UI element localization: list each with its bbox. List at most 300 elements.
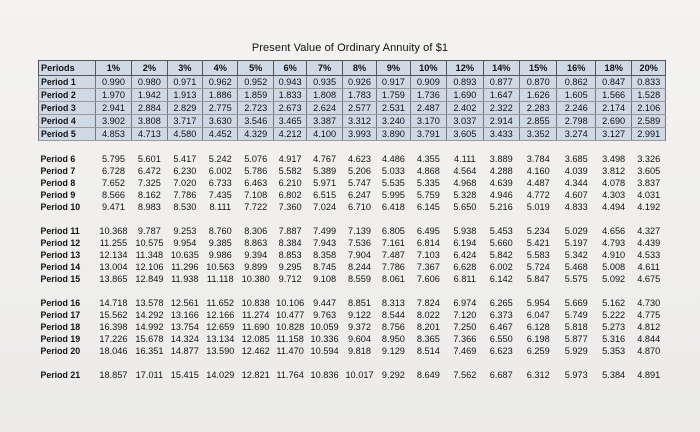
table-cell: 8.649 (416, 370, 440, 380)
table-cell: 1.970 (95, 89, 131, 102)
period-label: Period 13 (40, 250, 81, 260)
annuity-table (38, 60, 666, 381)
rate-header: 8% (342, 61, 376, 76)
table-cell: 11.296 (171, 262, 199, 272)
table-cell: 6.145 (416, 202, 440, 212)
period-label: Period 19 (40, 334, 81, 344)
table-cell: 6.128 (526, 322, 550, 332)
table-cell: 4.192 (637, 202, 661, 212)
table-cell: 9.986 (208, 250, 232, 260)
table-cell: 4.968 (453, 178, 477, 188)
table-cell: 5.417 (173, 154, 197, 164)
table-cell: 5.384 (602, 370, 626, 380)
table-cell: 7.020 (173, 178, 197, 188)
table-cell: 8.851 (348, 298, 371, 308)
table-cell: 8.022 (416, 310, 440, 320)
table-cell: 4.078 (602, 178, 626, 188)
period-label: Period 21 (40, 370, 81, 380)
period-label: Period 20 (40, 346, 81, 356)
table-cell: 2.174 (595, 102, 631, 115)
table-cell: 4.533 (637, 250, 661, 260)
table-cell: 4.870 (637, 346, 661, 356)
table-cell: 5.076 (244, 154, 268, 164)
table-cell: 9.899 (244, 262, 268, 272)
table-cell: 7.487 (381, 250, 405, 260)
table-cell: 14.324 (170, 334, 199, 344)
table-cell: 4.730 (637, 298, 661, 308)
table-cell: 3.387 (307, 115, 342, 128)
table-cell: 4.623 (348, 154, 371, 164)
period-label: Period 11 (40, 226, 80, 236)
table-cell: 6.550 (489, 334, 513, 344)
table-row (39, 89, 666, 102)
table-cell: 12.659 (206, 322, 235, 332)
group-spacer (39, 141, 666, 154)
table-cell: 6.623 (489, 346, 513, 356)
table-row (39, 297, 666, 309)
period-label: Period 14 (40, 262, 81, 272)
table-cell: 11.652 (206, 298, 234, 308)
table-cell: 4.946 (489, 190, 513, 200)
table-cell: 8.756 (381, 322, 405, 332)
table-cell: 12.166 (206, 310, 235, 320)
table-cell: 3.433 (483, 128, 519, 141)
period-label: Period 3 (39, 102, 96, 115)
table-cell: 3.312 (342, 115, 376, 128)
table-cell: 5.342 (564, 250, 588, 260)
table-cell: 8.853 (278, 250, 302, 260)
table-cell: 3.240 (377, 115, 410, 128)
table-row (39, 102, 666, 115)
table-cell: 7.469 (453, 346, 477, 356)
table-cell: 0.877 (483, 76, 519, 89)
table-cell: 8.384 (278, 238, 302, 248)
table-cell: 1.690 (447, 89, 483, 102)
table-cell: 9.447 (313, 298, 337, 308)
table-cell: 9.372 (348, 322, 371, 332)
table-cell: 8.244 (348, 262, 371, 272)
table-cell: 7.103 (416, 250, 440, 260)
table-cell: 6.515 (313, 190, 337, 200)
table-cell: 0.971 (167, 76, 202, 89)
table-cell: 9.604 (348, 334, 371, 344)
table-cell: 4.160 (526, 166, 550, 176)
table-cell: 5.938 (453, 226, 477, 236)
rate-header: 1% (95, 61, 131, 76)
table-cell: 17.226 (99, 334, 128, 344)
table-cell: 5.216 (489, 202, 513, 212)
table-row (39, 261, 666, 273)
table-cell: 12.134 (99, 250, 128, 260)
table-cell: 10.477 (276, 310, 305, 320)
table-cell: 7.250 (453, 322, 477, 332)
table-cell: 10.594 (310, 346, 339, 356)
table-cell: 4.327 (637, 226, 661, 236)
table-cell: 14.718 (99, 298, 128, 308)
table-cell: 5.273 (602, 322, 626, 332)
table-cell: 16.398 (99, 322, 128, 332)
table-cell: 4.111 (454, 154, 476, 164)
table-cell: 9.394 (244, 250, 268, 260)
table-cell: 3.784 (526, 154, 550, 164)
table-cell: 7.606 (416, 274, 440, 284)
table-cell: 4.487 (526, 178, 550, 188)
table-cell: 5.971 (313, 178, 337, 188)
group-spacer (39, 357, 666, 369)
table-cell: 4.812 (637, 322, 661, 332)
period-label: Period 8 (40, 178, 76, 188)
table-cell: 5.033 (381, 166, 405, 176)
table-cell: 7.499 (313, 226, 337, 236)
table-cell: 9.787 (137, 226, 161, 236)
table-cell: 13.865 (99, 274, 128, 284)
table-cell: 4.564 (453, 166, 477, 176)
table-cell: 4.853 (95, 128, 131, 141)
table-cell: 14.992 (135, 322, 164, 332)
table-cell: 7.325 (137, 178, 161, 188)
table-cell: 8.566 (101, 190, 125, 200)
table-cell: 3.717 (167, 115, 202, 128)
period-label: Period 17 (40, 310, 81, 320)
table-cell: 5.206 (348, 166, 371, 176)
table-cell: 2.531 (377, 102, 410, 115)
table-cell: 2.487 (410, 102, 446, 115)
table-cell: 4.917 (278, 154, 302, 164)
table-cell: 1.759 (377, 89, 410, 102)
table-cell: 0.847 (595, 76, 631, 89)
table-cell: 10.380 (241, 274, 270, 284)
table-cell: 8.950 (381, 334, 405, 344)
table-cell: 0.952 (238, 76, 273, 89)
table-cell: 6.811 (453, 274, 476, 284)
table-cell: 2.106 (632, 102, 666, 115)
table-cell: 5.582 (278, 166, 302, 176)
table-cell: 4.607 (564, 190, 588, 200)
table-cell: 6.733 (208, 178, 232, 188)
table-cell: 1.859 (238, 89, 273, 102)
table-cell: 5.847 (526, 274, 550, 284)
table-cell: 1.833 (273, 89, 306, 102)
table-cell: 7.943 (313, 238, 337, 248)
table-cell: 5.749 (564, 310, 588, 320)
table-cell: 4.031 (637, 190, 661, 200)
table-title: Present Value of Ordinary Annuity of $1 (251, 42, 449, 54)
table-cell: 0.833 (632, 76, 666, 89)
table-cell: 5.029 (564, 226, 588, 236)
rate-header: 6% (273, 61, 306, 76)
table-cell: 11.470 (276, 346, 304, 356)
table-cell: 15.415 (170, 370, 199, 380)
table-cell: 18.857 (99, 370, 128, 380)
table-cell: 3.630 (203, 115, 238, 128)
table-cell: 8.559 (348, 274, 371, 284)
table-cell: 9.954 (173, 238, 197, 248)
table-cell: 5.786 (244, 166, 268, 176)
table-cell: 13.590 (206, 346, 235, 356)
rate-header: 3% (167, 61, 202, 76)
table-cell: 15.562 (99, 310, 128, 320)
table-cell: 8.111 (209, 202, 232, 212)
table-cell: 9.292 (381, 370, 405, 380)
period-label: Period 1 (39, 76, 96, 89)
table-cell: 10.336 (310, 334, 339, 344)
table-cell: 10.828 (276, 322, 305, 332)
table-cell: 9.129 (381, 346, 405, 356)
rate-header: 10% (410, 61, 446, 76)
table-cell: 7.536 (348, 238, 371, 248)
period-label: Period 9 (40, 190, 76, 200)
table-row (39, 309, 666, 321)
rate-header: 2% (132, 61, 167, 76)
table-cell: 3.889 (489, 154, 513, 164)
table-cell: 4.656 (602, 226, 626, 236)
table-cell: 12.849 (135, 274, 164, 284)
rate-header: 20% (632, 61, 666, 76)
table-cell: 7.786 (381, 262, 405, 272)
table-cell: 5.724 (526, 262, 550, 272)
table-cell: 11.158 (276, 334, 304, 344)
table-row (39, 321, 666, 333)
table-cell: 5.973 (564, 370, 588, 380)
table-cell: 14.292 (135, 310, 164, 320)
table-cell: 5.929 (564, 346, 588, 356)
table-cell: 10.563 (206, 262, 235, 272)
table-cell: 1.528 (632, 89, 666, 102)
table-cell: 2.798 (557, 115, 595, 128)
table-row (39, 225, 666, 237)
table-cell: 2.322 (483, 102, 519, 115)
table-cell: 8.162 (137, 190, 161, 200)
table-cell: 6.974 (453, 298, 477, 308)
header-row (39, 61, 666, 76)
table-cell: 7.366 (453, 334, 477, 344)
table-cell: 15.678 (135, 334, 164, 344)
table-cell: 0.990 (95, 76, 131, 89)
table-cell: 3.274 (557, 128, 595, 141)
table-cell: 5.583 (526, 250, 550, 260)
table-cell: 5.092 (602, 274, 626, 284)
table-cell: 4.611 (637, 262, 660, 272)
table-cell: 17.011 (135, 370, 164, 380)
table-cell: 0.862 (557, 76, 595, 89)
table-cell: 2.246 (557, 102, 595, 115)
table-cell: 13.754 (170, 322, 199, 332)
table-cell: 7.024 (313, 202, 337, 212)
table-cell: 5.468 (564, 262, 588, 272)
table-cell: 8.514 (416, 346, 440, 356)
table-cell: 5.316 (602, 334, 626, 344)
table-cell: 4.910 (602, 250, 626, 260)
table-cell: 5.389 (313, 166, 337, 176)
table-row (39, 189, 666, 201)
table-cell: 5.954 (526, 298, 550, 308)
table-row (39, 76, 666, 89)
table-cell: 3.902 (95, 115, 131, 128)
table-cell: 0.926 (342, 76, 376, 89)
table-cell: 16.351 (135, 346, 164, 356)
table-cell: 2.991 (632, 128, 666, 141)
table-cell: 12.085 (241, 334, 270, 344)
table-cell: 13.134 (206, 334, 235, 344)
table-cell: 4.494 (602, 202, 626, 212)
table-cell: 18.046 (99, 346, 128, 356)
table-cell: 1.942 (132, 89, 167, 102)
table-cell: 12.561 (170, 298, 199, 308)
table-cell: 3.498 (602, 154, 626, 164)
table-cell: 5.669 (564, 298, 588, 308)
table-cell: 11.274 (241, 310, 270, 320)
table-cell: 3.352 (520, 128, 557, 141)
table-row (39, 237, 666, 249)
table-cell: 6.710 (348, 202, 371, 212)
table-cell: 5.759 (416, 190, 440, 200)
table-cell: 6.628 (453, 262, 477, 272)
table-cell: 2.624 (307, 102, 342, 115)
table-cell: 13.578 (135, 298, 164, 308)
table-cell: 7.367 (416, 262, 440, 272)
table-cell: 4.355 (416, 154, 440, 164)
table-cell: 11.118 (206, 274, 234, 284)
table-cell: 3.890 (377, 128, 410, 141)
table-cell: 2.690 (595, 115, 631, 128)
table-cell: 5.162 (602, 298, 626, 308)
table-cell: 5.242 (208, 154, 232, 164)
table-cell: 8.306 (244, 226, 268, 236)
table-cell: 3.837 (637, 178, 661, 188)
table-cell: 3.605 (637, 166, 661, 176)
table-cell: 2.941 (95, 102, 131, 115)
table-cell: 4.639 (489, 178, 513, 188)
table-cell: 10.017 (345, 370, 374, 380)
table-cell: 9.818 (348, 346, 371, 356)
period-label: Period 5 (39, 128, 96, 141)
period-label: Period 7 (40, 166, 76, 176)
table-cell: 7.139 (348, 226, 371, 236)
table-cell: 4.772 (526, 190, 550, 200)
table-cell: 6.247 (348, 190, 371, 200)
table-cell: 2.884 (132, 102, 167, 115)
table-cell: 7.824 (416, 298, 440, 308)
table-cell: 7.161 (381, 238, 405, 248)
table-cell: 6.047 (526, 310, 550, 320)
table-cell: 6.142 (489, 274, 513, 284)
table-cell: 6.424 (453, 250, 477, 260)
table-cell: 4.288 (489, 166, 513, 176)
period-label: Period 6 (40, 154, 76, 164)
table-cell: 8.358 (313, 250, 337, 260)
table-cell: 5.818 (564, 322, 588, 332)
spacer-cell (39, 141, 666, 154)
table-cell: 12.106 (135, 262, 164, 272)
table-cell: 4.844 (637, 334, 661, 344)
table-cell: 6.312 (526, 370, 550, 380)
table-cell: 5.328 (453, 190, 477, 200)
table-cell: 4.868 (416, 166, 440, 176)
table-body (39, 76, 666, 382)
table-cell: 1.886 (203, 89, 238, 102)
table-cell: 11.938 (171, 274, 199, 284)
table-cell: 6.805 (381, 226, 405, 236)
table-cell: 6.495 (416, 226, 440, 236)
table-cell: 13.004 (99, 262, 128, 272)
table-cell: 4.344 (564, 178, 588, 188)
table-cell: 7.562 (453, 370, 477, 380)
periods-header: Periods (39, 61, 96, 76)
table-row (39, 177, 666, 189)
period-label: Period 12 (40, 238, 81, 248)
table-cell: 7.435 (208, 190, 232, 200)
table-cell: 9.763 (313, 310, 337, 320)
table-cell: 4.891 (637, 370, 661, 380)
table-cell: 2.775 (203, 102, 238, 115)
table-cell: 6.210 (278, 178, 302, 188)
table-cell: 9.108 (313, 274, 337, 284)
spacer-cell (39, 357, 666, 369)
table-cell: 7.786 (173, 190, 197, 200)
table-row (39, 165, 666, 177)
table-cell: 5.747 (348, 178, 371, 188)
table-row (39, 369, 666, 381)
table-cell: 4.486 (381, 154, 405, 164)
table-cell: 11.348 (135, 250, 164, 260)
table-cell: 10.575 (135, 238, 164, 248)
table-cell: 5.234 (526, 226, 550, 236)
table-cell: 1.647 (483, 89, 519, 102)
table-cell: 6.687 (489, 370, 513, 380)
table-cell: 5.453 (489, 226, 513, 236)
table-cell: 6.728 (101, 166, 125, 176)
table-row (39, 249, 666, 261)
table-cell: 3.326 (637, 154, 661, 164)
rate-header: 5% (238, 61, 273, 76)
table-cell: 6.373 (489, 310, 513, 320)
table-row (39, 128, 666, 141)
table-cell: 5.650 (453, 202, 477, 212)
table-cell: 2.855 (520, 115, 557, 128)
spacer-cell (39, 213, 666, 225)
table-cell: 5.197 (564, 238, 588, 248)
group-spacer (39, 213, 666, 225)
table-cell: 1.626 (520, 89, 557, 102)
table-cell: 7.887 (278, 226, 302, 236)
period-label: Period 16 (40, 298, 81, 308)
table-cell: 5.019 (526, 202, 550, 212)
table-cell: 0.893 (447, 76, 483, 89)
table-cell: 4.100 (307, 128, 342, 141)
table-cell: 4.212 (273, 128, 306, 141)
table-cell: 6.230 (173, 166, 197, 176)
table-cell: 1.566 (595, 89, 631, 102)
period-label: Period 4 (39, 115, 96, 128)
table-cell: 4.793 (602, 238, 626, 248)
table-cell: 8.061 (381, 274, 405, 284)
table-cell: 1.913 (167, 89, 202, 102)
table-cell: 6.265 (489, 298, 513, 308)
table-cell: 5.421 (526, 238, 550, 248)
table-cell: 5.795 (101, 154, 125, 164)
table-cell: 5.995 (381, 190, 405, 200)
rate-header: 15% (520, 61, 557, 76)
table-cell: 4.775 (637, 310, 661, 320)
table-row (39, 345, 666, 357)
table-cell: 2.577 (342, 102, 376, 115)
table-cell: 5.008 (602, 262, 626, 272)
table-cell: 8.745 (313, 262, 337, 272)
table-cell: 8.863 (244, 238, 268, 248)
table-cell: 0.935 (307, 76, 342, 89)
table-cell: 0.909 (410, 76, 446, 89)
table-cell: 11.690 (241, 322, 270, 332)
